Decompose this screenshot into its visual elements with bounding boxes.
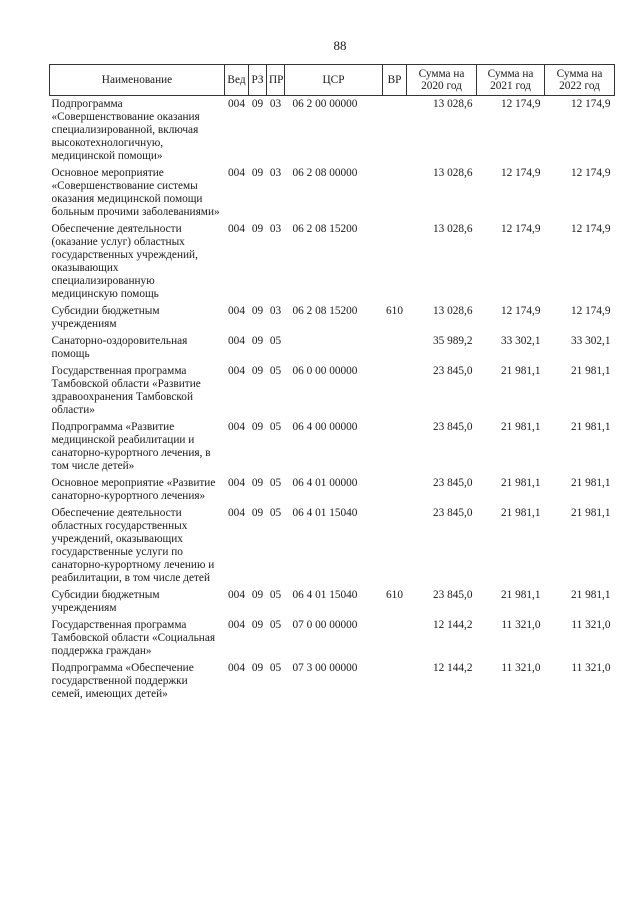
table-row [50,335,615,365]
row-sum-2021: 11 321,0 [501,619,541,631]
row-sum-2021: 21 981,1 [500,421,541,433]
header-csr: ЦСР [285,65,383,96]
row-sum-2022: 21 981,1 [570,507,611,519]
row-sum-2020: 13 028,6 [432,98,473,110]
row-name: Обеспечение деятельности областных государственных учреждений, оказывающих государственные услуги по санаторно-курортному лечению и реабилитации, в том числе детей [51,507,215,584]
row-pr: 05 [269,335,282,347]
row-pr: 05 [269,589,282,601]
table-row [50,507,615,589]
row-sum-2022: 21 981,1 [570,589,611,601]
row-sum-2022: 12 174,9 [570,305,611,317]
row-vr [383,365,407,421]
row-pr: 03 [269,305,282,317]
row-sum-2021: 21 981,1 [500,477,541,489]
row-sum-2020: 12 144,2 [432,662,473,674]
row-pr: 05 [269,477,282,489]
row-csr: 06 2 08 00000 [292,167,358,179]
row-ved: 004 [228,662,245,674]
row-ved: 004 [228,167,245,179]
row-sum-2021: 12 174,9 [500,223,541,235]
row-sum-2020: 35 989,2 [432,335,473,347]
table-row [50,365,615,421]
row-sum-2020: 13 028,6 [432,305,473,317]
table-header-row [50,65,615,96]
row-ved: 004 [228,619,245,631]
row-name: Подпрограмма «Совершенствование оказания специализированной, включая высокотехнологичную, медицинской помощи» [51,98,200,162]
page-number: 88 [333,38,347,53]
row-ved: 004 [228,365,245,377]
row-sum-2020: 23 845,0 [432,589,473,601]
row-name: Государственная программа Тамбовской области «Развитие здравоохранения Тамбовской области» [51,365,201,416]
row-ved: 004 [228,507,245,519]
row-name: Санаторно-оздоровительная помощь [51,335,188,360]
row-name: Основное мероприятие «Совершенствование системы оказания медицинской помощи больным прочими заболеваниями» [51,167,220,218]
table-row [50,421,615,477]
table-row [50,619,615,662]
row-sum-2020: 13 028,6 [432,167,473,179]
row-vr [383,507,407,589]
row-csr: 06 4 01 15040 [292,507,358,519]
row-name: Субсидии бюджетным учреждениям [51,305,160,330]
row-pr: 05 [269,619,282,631]
row-ved: 004 [228,589,245,601]
row-name: Государственная программа Тамбовской области «Социальная поддержка граждан» [51,619,216,657]
table-row [50,662,615,705]
row-sum-2022: 33 302,1 [570,335,611,347]
table-row [50,96,615,168]
row-vr: 610 [386,589,403,601]
row-sum-2020: 13 028,6 [432,223,473,235]
row-rz: 09 [251,305,264,317]
row-sum-2021: 11 321,0 [501,662,541,674]
row-sum-2021: 12 174,9 [500,98,541,110]
row-pr: 03 [269,223,282,235]
row-name: Основное мероприятие «Развитие санаторно-курортного лечения» [51,477,216,502]
row-vr [383,335,407,365]
row-sum-2021: 12 174,9 [500,305,541,317]
row-name: Обеспечение деятельности (оказание услуг) областных государственных учреждений, оказывающих специализированную медицинскую помощь [51,223,198,300]
row-sum-2022: 21 981,1 [570,365,611,377]
row-csr: 06 2 00 00000 [292,98,358,110]
row-vr [383,223,407,305]
row-sum-2020: 12 144,2 [432,619,473,631]
row-vr [383,619,407,662]
row-sum-2022: 21 981,1 [570,421,611,433]
row-sum-2022: 12 174,9 [570,223,611,235]
row-pr: 03 [269,98,282,110]
header-sum-2020: Сумма на 2020 год [407,65,477,96]
row-sum-2020: 23 845,0 [432,477,473,489]
row-sum-2020: 23 845,0 [432,507,473,519]
row-sum-2020: 23 845,0 [432,421,473,433]
row-sum-2022: 12 174,9 [570,98,611,110]
row-pr: 05 [269,365,282,377]
budget-table [49,64,615,705]
row-csr: 06 4 00 00000 [292,421,358,433]
row-vr [383,167,407,223]
table-row [50,223,615,305]
header-sum-2021: Сумма на 2021 год [477,65,545,96]
row-csr: 06 4 01 00000 [292,477,358,489]
row-name: Подпрограмма «Развитие медицинской реабилитации и санаторно-курортного лечения, в том числе детей» [51,421,211,472]
row-sum-2021: 21 981,1 [500,507,541,519]
row-name: Субсидии бюджетным учреждениям [51,589,160,614]
row-ved: 004 [228,335,245,347]
row-csr: 06 4 01 15040 [292,589,358,601]
row-rz: 09 [251,589,264,601]
row-pr: 05 [269,662,282,674]
row-rz: 09 [251,98,264,110]
row-ved: 004 [228,223,245,235]
row-rz: 09 [251,365,264,377]
table-row [50,477,615,507]
header-rz: РЗ [249,65,267,96]
row-ved: 004 [228,477,245,489]
row-rz: 09 [251,335,264,347]
header-pr: ПР [267,65,285,96]
table-row [50,305,615,335]
row-sum-2022: 11 321,0 [571,619,611,631]
row-vr [383,662,407,705]
row-sum-2021: 33 302,1 [500,335,541,347]
row-sum-2022: 12 174,9 [570,167,611,179]
row-sum-2022: 11 321,0 [571,662,611,674]
row-csr [285,335,383,365]
row-csr: 07 3 00 00000 [292,662,358,674]
row-rz: 09 [251,477,264,489]
row-ved: 004 [228,98,245,110]
row-rz: 09 [251,167,264,179]
row-ved: 004 [228,421,245,433]
row-rz: 09 [251,507,264,519]
row-vr: 610 [386,305,403,317]
row-csr: 06 2 08 15200 [292,305,358,317]
row-name: Подпрограмма «Обеспечение государственной поддержки семей, имеющих детей» [51,662,194,700]
row-sum-2021: 12 174,9 [500,167,541,179]
header-sum-2022: Сумма на 2022 год [545,65,615,96]
row-vr [383,96,407,168]
row-pr: 03 [269,167,282,179]
row-sum-2022: 21 981,1 [570,477,611,489]
row-vr [383,477,407,507]
table-row [50,167,615,223]
row-sum-2020: 23 845,0 [432,365,473,377]
row-ved: 004 [228,305,245,317]
header-name: Наименование [50,65,225,96]
row-sum-2021: 21 981,1 [500,365,541,377]
row-pr: 05 [269,421,282,433]
row-csr: 06 0 00 00000 [292,365,358,377]
row-csr: 06 2 08 15200 [292,223,358,235]
row-csr: 07 0 00 00000 [292,619,358,631]
row-rz: 09 [251,662,264,674]
row-rz: 09 [251,619,264,631]
row-sum-2021: 21 981,1 [500,589,541,601]
row-rz: 09 [251,421,264,433]
table-row [50,589,615,619]
header-ved: Вед [225,65,249,96]
row-vr [383,421,407,477]
row-pr: 05 [269,507,282,519]
row-rz: 09 [251,223,264,235]
header-vr: ВР [383,65,407,96]
